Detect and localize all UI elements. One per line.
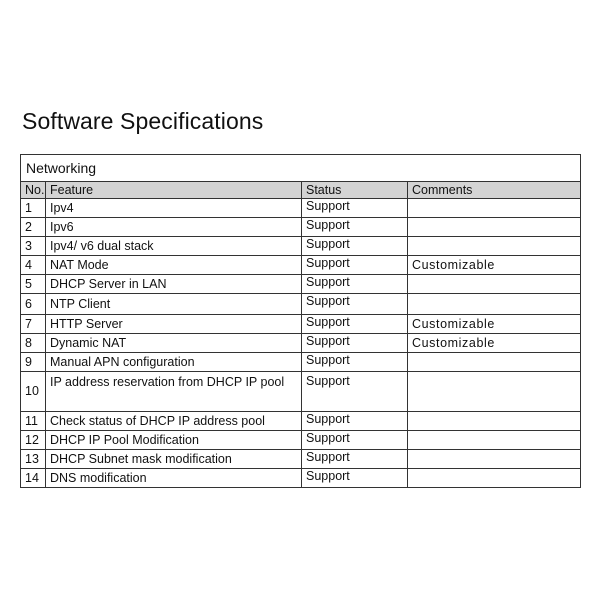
row-number: 11 [21, 412, 46, 431]
comments-cell [408, 237, 581, 256]
status-cell: Support [302, 237, 408, 256]
row-number: 2 [21, 218, 46, 237]
status-cell: Support [302, 469, 408, 488]
table-row [21, 256, 581, 275]
table-row [21, 237, 581, 256]
row-number: 7 [21, 315, 46, 334]
table-row [21, 431, 581, 450]
table-row [21, 353, 581, 372]
table-row [21, 412, 581, 431]
row-number: 6 [21, 294, 46, 315]
page-title: Software Specifications [22, 108, 264, 134]
comments-cell [408, 469, 581, 488]
table-row [21, 218, 581, 237]
feature-cell: Ipv4/ v6 dual stack [46, 237, 302, 256]
table-row [21, 294, 581, 315]
row-number: 9 [21, 353, 46, 372]
status-cell: Support [302, 450, 408, 469]
feature-cell: Check status of DHCP IP address pool [46, 412, 302, 431]
row-number: 10 [21, 372, 46, 412]
feature-cell: DNS modification [46, 469, 302, 488]
table-row [21, 469, 581, 488]
feature-cell: DHCP IP Pool Modification [46, 431, 302, 450]
table-row [21, 334, 581, 353]
comments-cell [408, 431, 581, 450]
row-number: 1 [21, 199, 46, 218]
column-header-comments: Comments [408, 182, 581, 199]
comments-cell [408, 450, 581, 469]
status-cell: Support [302, 315, 408, 334]
status-cell: Support [302, 412, 408, 431]
table-row [21, 275, 581, 294]
comments-cell [408, 218, 581, 237]
feature-cell: Manual APN configuration [46, 353, 302, 372]
status-cell: Support [302, 294, 408, 315]
row-number: 3 [21, 237, 46, 256]
column-header-no: No. [21, 182, 46, 199]
comments-cell [408, 275, 581, 294]
status-cell: Support [302, 353, 408, 372]
comments-cell: Customizable [408, 315, 581, 334]
status-cell: Support [302, 275, 408, 294]
status-cell: Support [302, 372, 408, 412]
comments-cell: Customizable [408, 256, 581, 275]
row-number: 5 [21, 275, 46, 294]
feature-cell: DHCP Subnet mask modification [46, 450, 302, 469]
feature-cell: NAT Mode [46, 256, 302, 275]
row-number: 13 [21, 450, 46, 469]
column-header-status: Status [302, 182, 408, 199]
row-number: 4 [21, 256, 46, 275]
feature-cell: IP address reservation from DHCP IP pool [46, 372, 302, 412]
feature-cell: Ipv6 [46, 218, 302, 237]
status-cell: Support [302, 256, 408, 275]
section-header-row [21, 155, 581, 182]
row-number: 14 [21, 469, 46, 488]
feature-cell: Dynamic NAT [46, 334, 302, 353]
table-row [21, 315, 581, 334]
row-number: 8 [21, 334, 46, 353]
status-cell: Support [302, 199, 408, 218]
comments-cell [408, 353, 581, 372]
status-cell: Support [302, 334, 408, 353]
specifications-table [20, 154, 581, 488]
comments-cell: Customizable [408, 334, 581, 353]
table-row [21, 199, 581, 218]
table-row [21, 450, 581, 469]
section-title: Networking [21, 155, 581, 182]
feature-cell: DHCP Server in LAN [46, 275, 302, 294]
comments-cell [408, 372, 581, 412]
feature-cell: Ipv4 [46, 199, 302, 218]
comments-cell [408, 294, 581, 315]
feature-cell: NTP Client [46, 294, 302, 315]
comments-cell [408, 412, 581, 431]
feature-cell: HTTP Server [46, 315, 302, 334]
column-header-row [21, 182, 581, 199]
status-cell: Support [302, 431, 408, 450]
row-number: 12 [21, 431, 46, 450]
column-header-feature: Feature [46, 182, 302, 199]
comments-cell [408, 199, 581, 218]
status-cell: Support [302, 218, 408, 237]
table-row [21, 372, 581, 412]
